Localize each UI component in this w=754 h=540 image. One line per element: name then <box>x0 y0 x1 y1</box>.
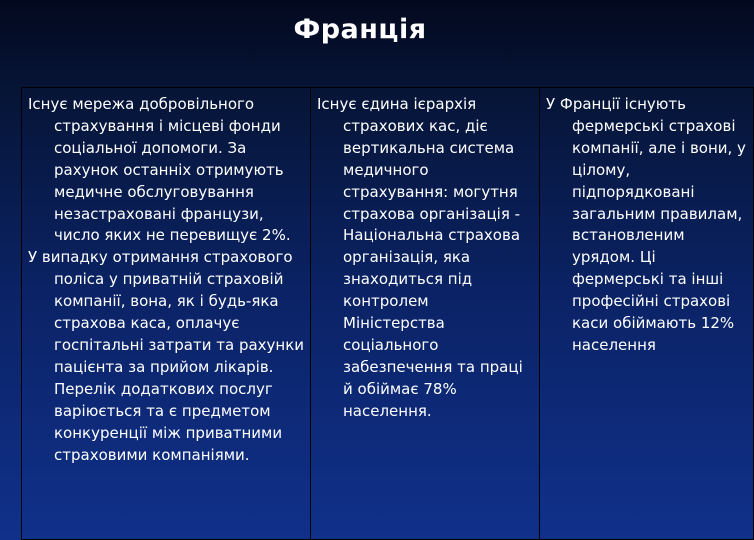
table-cell-national-hierarchy <box>311 88 540 540</box>
paragraph-farmer-companies: У Франції існують фермерські страхові компанії, але і вони, у цілому, підпорядковані загальним правилам, встановленим урядом. Ці фермерські та інші професійні страхові каси обіймають 12% населення <box>546 95 746 354</box>
paragraph-national-organization: Існує єдина ієрархія страхових кас, діє вертикальна система медичного страхування: могутня страхова організація - Національна страхова організація, яка знаходиться під контролем Міністерства соціального забезпечення та праці й обіймає 78% населення. <box>317 95 523 420</box>
table-cell-farmer-insurance <box>540 88 754 540</box>
table-row <box>22 88 754 540</box>
comparison-table <box>21 87 754 540</box>
paragraph-voluntary-network: Існує мережа добровільного страхування і місцеві фонди соціальної допомоги. За рахунок останніх отримують медичне обслуговування незастраховані французи, число яких не перевищує 2%. <box>28 95 291 245</box>
paragraph-private-policy: У випадку отримання страхового поліса у приватній страховій компанії, вона, як і будь-яка страхова каса, оплачує госпітальні затрати та рахунки пацієнта за прийом лікарів. Перелік додаткових послуг варіюється та є предметом конкуренції між приватними страховими компаніями. <box>28 248 305 464</box>
table-cell-voluntary-insurance <box>22 88 311 540</box>
slide-title: Франція <box>293 14 427 45</box>
